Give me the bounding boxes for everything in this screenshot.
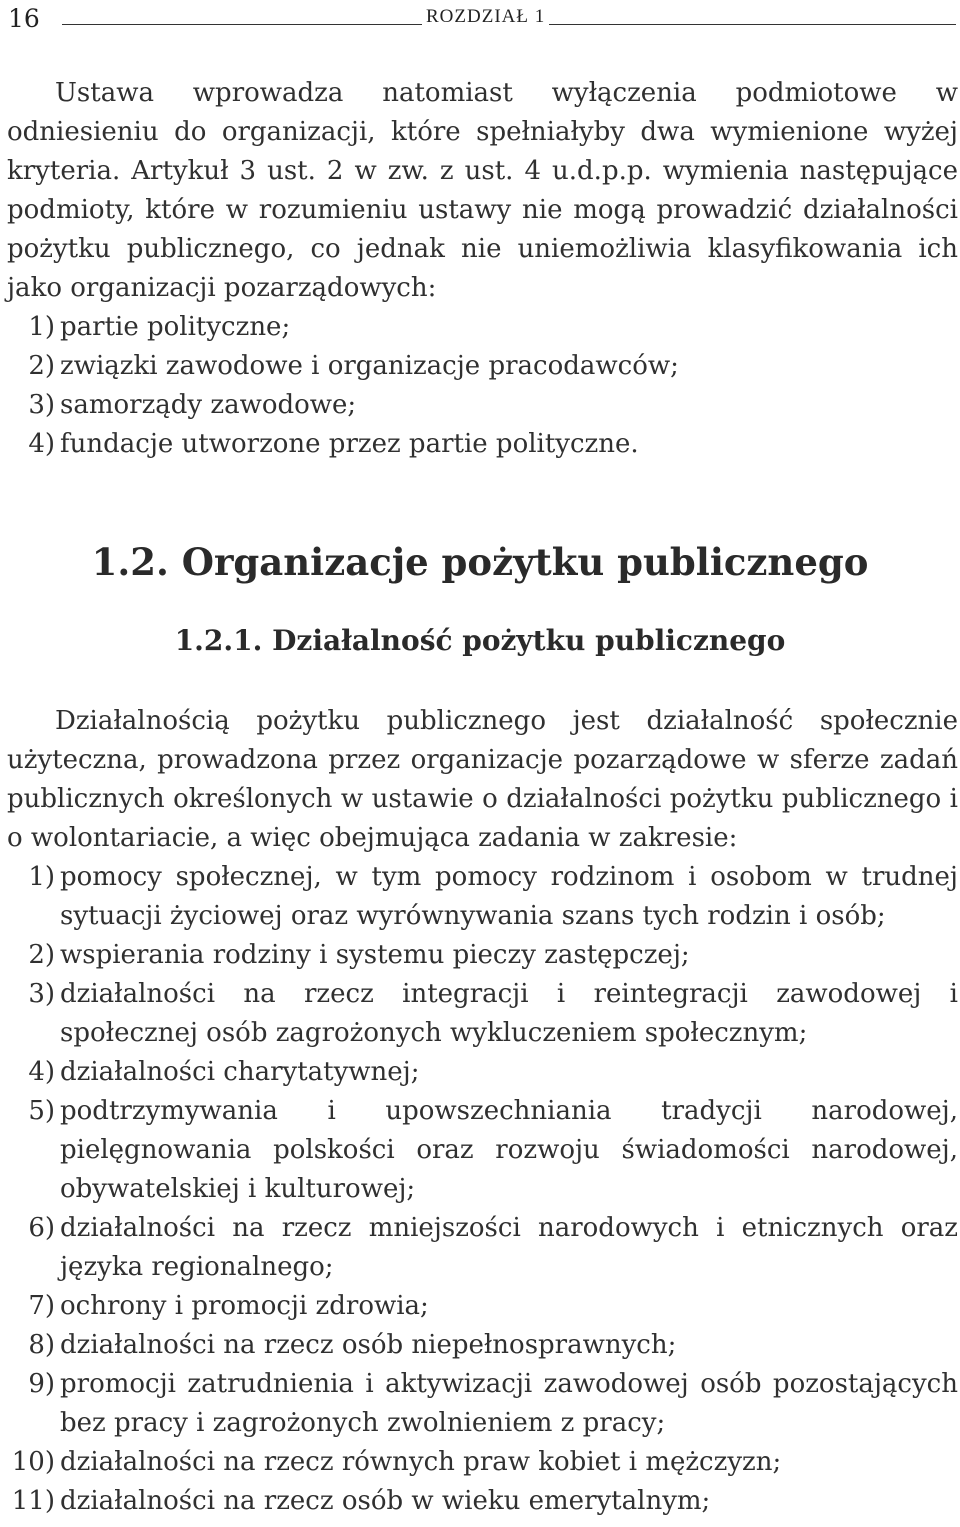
list-item: 3) samorządy zawodowe; — [28, 390, 357, 420]
chapter-title: ROZDZIAŁ 1 — [422, 6, 549, 28]
subsection-heading: 1.2.1. Działalność pożytku publicznego — [174, 624, 786, 657]
subsection-paragraph: Działalnością pożytku publicznego jest działalność społecznie użyteczna, prowadzona przez organizacje pozarządowe w sferze zadań publicznych określonych w ustawie o działalności pożytku publicznego i o wolontariacie, a więc obejmująca zadania w zakresie: — [7, 706, 958, 853]
list-item: 1) partie polityczne; — [28, 312, 291, 342]
intro-paragraph: Ustawa wprowadza natomiast wyłączenia podmiotowe w odniesieniu do organizacji, które spełniałyby dwa wymienione wyżej kryteria. Artykuł 3 ust. 2 w zw. z ust. 4 u.d.p.p. wymienia następujące podmioty, które w rozumieniu ustawy nie mogą prowadzić działalności pożytku publicznego, co jednak nie uniemożliwia klasyfikowania ich jako organizacji pozarządowych: — [7, 78, 958, 303]
list-item: 11) działalności na rzecz osób w wieku emerytalnym; — [11, 1486, 711, 1516]
subsection-body — [7, 702, 958, 1521]
list-item: 6) działalności na rzecz mniejszości narodowych i etnicznych oraz języka regionalnego; — [28, 1213, 958, 1282]
list-item: 10) działalności na rzecz równych praw kobiet i mężczyzn; — [11, 1447, 782, 1477]
list-item: 9) promocji zatrudnienia i aktywizacji zawodowej osób pozostających bez pracy i zagrożonych zwolnieniem z pracy; — [28, 1369, 958, 1438]
list-item: 3) działalności na rzecz integracji i reintegracji zawodowej i społecznej osób zagrożonych wykluczeniem społecznym; — [28, 979, 958, 1048]
list-item: 1) pomocy społecznej, w tym pomocy rodzinom i osobom w trudnej sytuacji życiowej oraz wyrównywania szans tych rodzin i osób; — [28, 862, 958, 931]
section-heading: 1.2. Organizacje pożytku publicznego — [91, 540, 869, 584]
list-item: 4) działalności charytatywnej; — [28, 1057, 420, 1087]
list-item: 2) wspierania rodziny i systemu pieczy zastępczej; — [28, 940, 690, 970]
running-header — [8, 2, 956, 34]
exclusions-list — [7, 308, 958, 464]
intro-block — [7, 74, 958, 464]
tasks-list — [7, 858, 958, 1521]
list-item: 5) podtrzymywania i upowszechniania tradycji narodowej, pielęgnowania polskości oraz rozwoju świadomości narodowej, obywatelskiej i kulturowej; — [28, 1096, 958, 1204]
page-number: 16 — [8, 4, 40, 33]
list-item: 4) fundacje utworzone przez partie polityczne. — [28, 429, 639, 459]
list-item: 8) działalności na rzecz osób niepełnosprawnych; — [28, 1330, 677, 1360]
list-item: 2) związki zawodowe i organizacje pracodawców; — [28, 351, 679, 381]
list-item: 7) ochrony i promocji zdrowia; — [28, 1291, 429, 1321]
